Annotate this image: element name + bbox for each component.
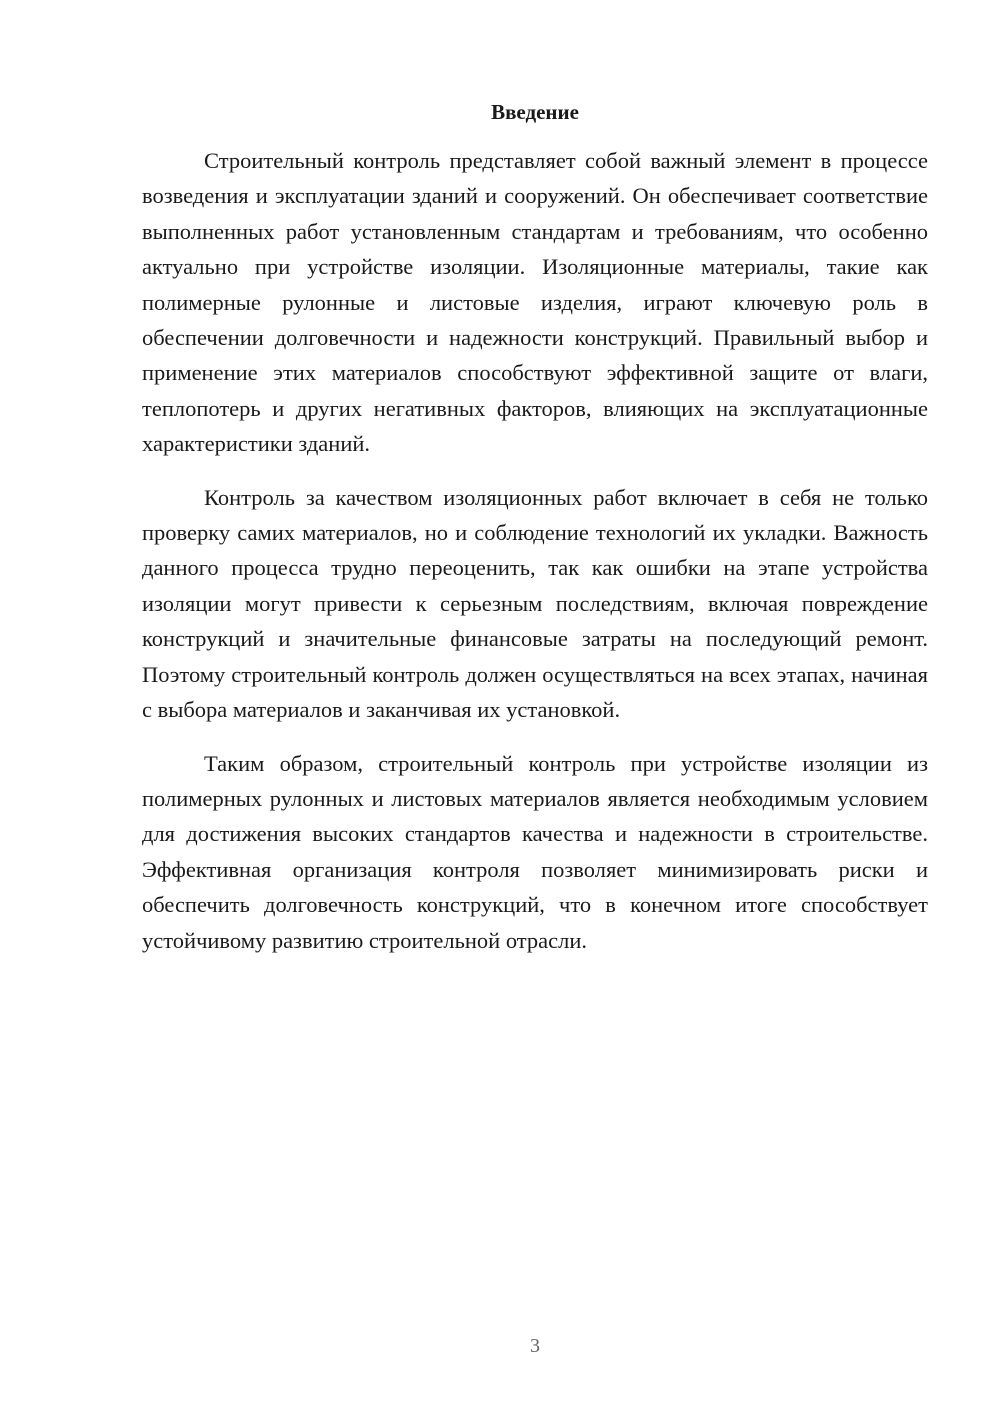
paragraph-2: Контроль за качеством изоляционных работ включает в себя не только проверку самих материалов, но и соблюдение технологий их укладки. Важность данного процесса трудно переоценить, так как ошибки на этапе устройства изоляции могут привести к серьезным последствиям, включая повреждение конструкций и значительные финансовые затраты на последующий ремонт. Поэтому строительный контроль должен осуществляться на всех этапах, начиная с выбора материалов и заканчивая их установкой. <box>142 484 928 723</box>
paragraph-1: Строительный контроль представляет собой важный элемент в процессе возведения и эксплуатации зданий и сооружений. Он обеспечивает соответствие выполненных работ установленным стандартам и требованиям, что особенно актуально при устройстве изоляции. Изоляционные материалы, такие как полимерные рулонные и листовые изделия, играют ключевую роль в обеспечении долговечности и надежности конструкций. Правильный выбор и применение этих материалов способствуют эффективной защите от влаги, теплопотерь и других негативных факторов, влияющих на эксплуатационные характеристики зданий. <box>142 148 928 457</box>
page-number: 3 <box>530 1335 540 1357</box>
paragraph-3: Таким образом, строительный контроль при устройстве изоляции из полимерных рулонных и листовых материалов является необходимым условием для достижения высоких стандартов качества и надежности в строительстве. Эффективная организация контроля позволяет минимизировать риски и обеспечить долговечность конструкций, что в конечном итоге способствует устойчивому развитию строительной отрасли. <box>142 750 928 953</box>
section-title: Введение <box>491 100 579 124</box>
body-text <box>142 143 928 976</box>
